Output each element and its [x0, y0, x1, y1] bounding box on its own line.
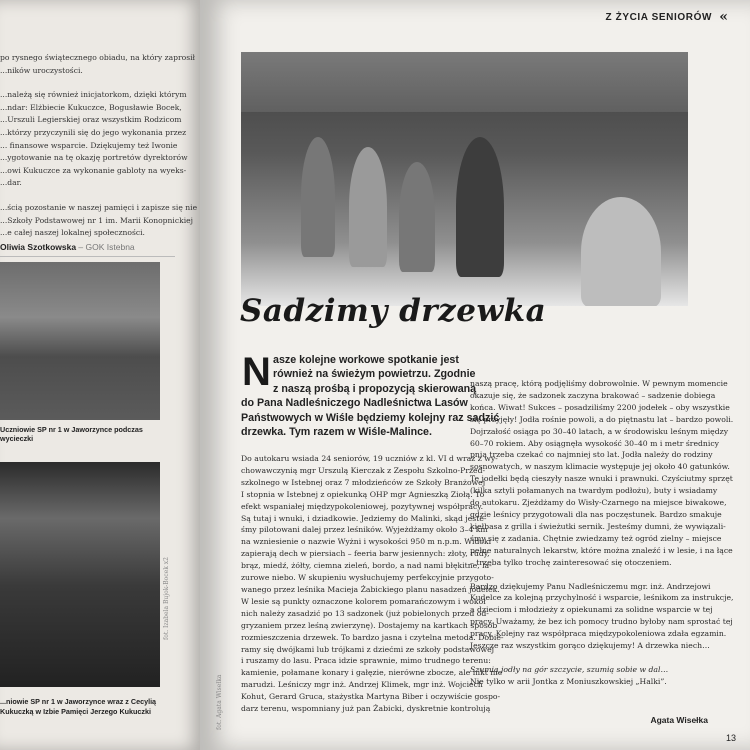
body-line: zapierają dech w piersiach – feeria barw jesiennych: złoty, rudy,	[241, 549, 490, 559]
body-line: (kilka sztyli połamanych na twardym podłożu), buty i wsiadamy	[470, 486, 718, 496]
body-line: efekt wspaniałej międzypokoleniowej, pozytywnej współpracy.	[241, 501, 484, 511]
body-line: śmy pilotowani dalej przez leśników. Wyjeżdżamy około 3–4 km	[241, 525, 488, 535]
page-number: 13	[725, 733, 736, 743]
signature-name: Oliwia Szotkowska	[0, 242, 77, 252]
body-line: pracy. Uważamy, że bez ich pomocy trudno byłoby nam sprostać tej	[470, 617, 733, 627]
left-text-line: ...dar.	[0, 178, 22, 188]
double-chevron-icon: «	[719, 9, 728, 25]
lead-line: do Pana Nadleśniczego Nadleśnictwa Lasów	[241, 397, 468, 410]
body-line: I stopnia w Istebnej z opiekunką OHP mgr Agnieszką Ziołą. To	[241, 489, 485, 499]
left-text-line: ... finansowe wsparcie. Dziękujemy też Iwonie	[0, 140, 178, 150]
left-text-line: po rysnego świątecznego obiadu, na który zaprosił	[0, 53, 196, 62]
body-line: Są tutaj i wnuki, i dziadkowie. Jedziemy do Malinki, skąd jeste-	[241, 513, 487, 523]
body-line: Dojrzałość osiąga po 30–40 latach, a w środowisku leśnym między	[470, 426, 729, 436]
body-line: ramy się dwójkami lub trójkami z dziećmi ze szkoły podstawowej	[241, 644, 495, 654]
left-text-line: ...ników uroczystości.	[0, 65, 83, 75]
body-line: zurowe niebo. W skupieniu wysłuchujemy perfekcyjnie przygoto-	[241, 573, 494, 583]
body-line: brąz, miedź, żółty, ciemna zieleń, bordo, a nad nami błękitne, la-	[241, 561, 492, 571]
body-line: się przyjęły! Jodła rośnie powoli, a do piętnastu lat – bardzo powoli.	[470, 414, 734, 424]
body-line: Do autokaru wsiada 24 seniorów, 19 uczniów z kl. VI d wraz z wy-	[241, 454, 498, 463]
body-line: do autokaru. Zjeżdżamy do Wisły-Czarnego na miejsce biwakowe,	[470, 498, 727, 508]
body-line: Kudelce za kolejną przychylność i wsparcie, leśnikom za instrukcje,	[470, 593, 734, 603]
lead-line: asze kolejne workowe spotkanie jest	[273, 354, 459, 366]
lead-line: Państwowych w Wiśle będziemy kolejny raz sadzić	[241, 411, 500, 424]
body-line: naszą pracę, którą podjęliśmy dobrowolnie. W pewnym momencie	[470, 379, 728, 388]
body-line: 60–70 rokiem. Aby osiągnęła wysokość 30–40 m i metr średnicy	[470, 438, 719, 448]
body-line: pełne naturalnych lekarstw, które można znaleźć i w lesie, i na łące	[470, 545, 733, 555]
lead-line: również na świeżym powietrzu. Zgodnie	[273, 368, 476, 381]
lead-line: drzewka. Tym razem w Wiśle-Malince.	[241, 426, 432, 439]
photo-credit: fot. Izabela Bujok-Bocek x2	[163, 557, 170, 640]
left-text-line: ...owi Kukuczce za wykonanie gabloty na wyeks-	[0, 165, 187, 175]
body-line: Jeszcze raz wszystkim gorąco dziękujemy! A drzewka niech…	[470, 641, 710, 651]
lead-line: z naszą prośbą i propozycją skierowaną	[273, 382, 477, 395]
body-line: Bardzo dziękujemy Panu Nadleśniczemu mgr. inż. Andrzejowi	[470, 581, 711, 591]
body-line: a dzieciom i młodzieży z opiekunami za solidne wsparcie w tej	[470, 605, 713, 615]
body-line: gryzaniem przez leśną zwierzynę). Dostajemy na kartkach sposób	[241, 620, 498, 630]
body-line: marudzi. Leśniczy mgr inż. Andrzej Klimek, mgr inż. Wojciech	[241, 680, 483, 690]
drop-cap: N	[242, 350, 271, 394]
body-line: szkolnego w Istebnej oraz 7 młodzieńców ze Szkoły Branżowej	[241, 477, 486, 487]
body-line: śmy się z zadania. Chętnie zwiedzamy też ogród zielny – miejsce	[470, 533, 722, 543]
body-line: kiełbasa z grilla i świeżutki sernik. Jesteśmy dumni, że wywiązali-	[470, 521, 726, 531]
left-text-line: ...Szkoły Podstawowej nr 1 im. Marii Konopnickiej	[0, 215, 193, 225]
body-line: W lesie są punkty oznaczone kolorem pomarańczowym i wokół	[241, 596, 486, 606]
left-text-line: ...ścią pozostanie w naszej pamięci i zapisze się nie	[0, 202, 198, 212]
article-title: Sadzimy drzewka	[240, 293, 547, 329]
photo-caption: Uczniowie SP nr 1 w Jaworzynce podczas wycieczki	[0, 425, 143, 443]
body-line: i ruszamy do lasu. Praca idzie sprawnie, mimo trudnego terenu:	[241, 656, 491, 666]
article-column-1	[241, 453, 504, 715]
body-line: gdzie leśnicy przygotowali dla nas poczęstunek. Bardzo smakuje	[470, 509, 722, 519]
photo-school-trip	[0, 262, 160, 420]
article-author: Agata Wisełka	[650, 715, 708, 725]
left-signature	[0, 242, 165, 252]
left-text-line: ...e całej naszej lokalnej społeczności.	[0, 228, 145, 238]
left-text-line: ...Urszuli Legierskiej oraz wszystkim Rodzicom	[0, 115, 182, 125]
left-text-line: ...należą się również inicjatorkom, dzięki którym	[0, 90, 187, 100]
body-line: na wzniesienie o nazwie Wyżni i wysokości 950 m n.p.m. Widoki	[241, 537, 492, 547]
photo-credit: fot. Agata Wisełka	[216, 674, 223, 730]
article-column-2	[470, 378, 734, 688]
divider	[0, 256, 175, 257]
quote-line: Szumią jodły na gór szczycie, szumią sobie w dal…	[470, 664, 669, 674]
left-page-text	[0, 52, 198, 240]
left-text-line: ...którzy przyczynili się do jego wykonania przez	[0, 127, 187, 137]
body-line: Kohut, Gerard Gruca, stażystka Martyna Biber i oczywiście gospo-	[241, 692, 501, 702]
body-line: Te jodełki będą cieszyły nasze wnuki i prawnuki. Czyściutmy sprzęt	[470, 474, 733, 484]
body-line: nich należy zasadzić po 13 sadzonek (już pobielonych przed od-	[241, 608, 489, 618]
body-line: okazuje się, że sadzonek zaczyna brakować – sadzenie dobiega	[470, 390, 716, 400]
article-lead	[241, 350, 500, 439]
body-line: pracy. Kolejny raz współpraca międzypokoleniowa zdała egzamin.	[470, 629, 727, 639]
left-text-line: ...ygotowanie na tę okazję portretów dyrektorów	[0, 153, 188, 163]
article-photo	[241, 52, 688, 306]
right-page	[200, 0, 750, 750]
body-line: darz terenu, wspomniany już pan Żabicki, dyskretnie kontrolują	[241, 704, 491, 714]
body-line: kamienie, połamane konary i gałęzie, nierówne zbocze, ale nikt nie	[241, 668, 503, 678]
signature-org: – GOK Istebna	[76, 242, 135, 252]
body-line: pnia trzeba czekać co najmniej sto lat. Jodła należy do rodziny	[470, 450, 713, 460]
photo-caption: ...niowie SP nr 1 w Jaworzynce wraz z Cecylią Kukuczką w Izbie Pamięci Jerzego Kukuczki	[0, 697, 157, 716]
photo-memorial-room	[0, 462, 160, 687]
body-line: rozmieszczenia drzewek. To bardzo jasna i czytelna metoda. Dobie-	[241, 632, 504, 642]
body-line: – trzeba tylko trochę zainteresować się otoczeniem.	[470, 557, 672, 567]
body-line: sosnowatych, w naszym klimacie występuje jej około 40 gatunków.	[470, 462, 730, 472]
section-header: Z ŻYCIA SENIORÓW	[605, 12, 712, 23]
body-line: chowawczynią mgr Urszulą Kierczak z Zespołu Szkolno-Przed-	[241, 465, 486, 475]
quote-line: Nie tylko w arii Jontka z Moniuszkowskiej „Halki”.	[470, 676, 667, 686]
left-page	[0, 0, 205, 750]
body-line: końca. Wiwat! Sukces – posadziliśmy 2200 jodełek – oby wszystkie	[470, 402, 730, 412]
left-text-line: ...ndar: Elżbiecie Kukuczce, Bogusławie Bocek,	[0, 102, 182, 112]
body-line: wanego przez leśnika Macieja Żabickiego planu nasadzeń jodełek.	[241, 584, 500, 594]
